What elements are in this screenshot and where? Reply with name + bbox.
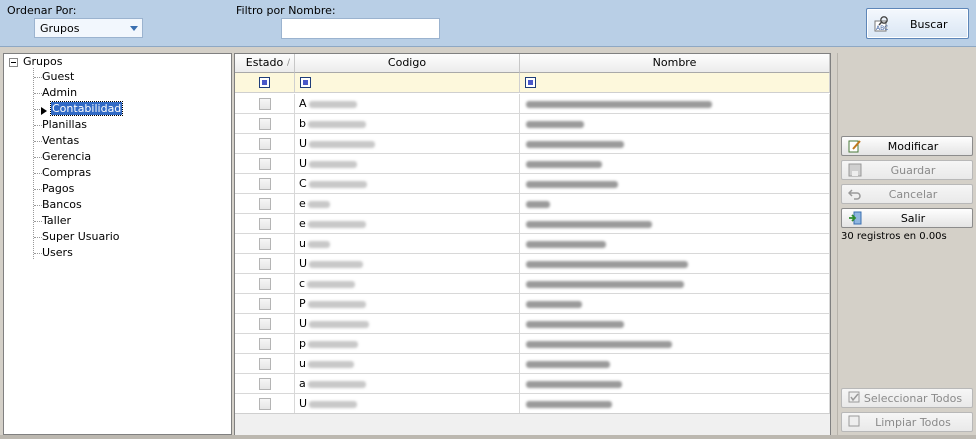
nombre-cell	[520, 314, 830, 333]
table-row[interactable]	[235, 154, 830, 174]
redacted-text	[309, 401, 357, 408]
filter-codigo-checkbox[interactable]	[300, 77, 311, 88]
codigo-cell	[295, 314, 520, 333]
filter-nombre-checkbox[interactable]	[525, 77, 536, 88]
actions-panel	[837, 53, 976, 435]
redacted-text	[526, 381, 622, 388]
estado-checkbox[interactable]	[259, 118, 271, 130]
estado-checkbox[interactable]	[259, 318, 271, 330]
nombre-cell	[520, 274, 830, 293]
table-row[interactable]	[235, 194, 830, 214]
nombre-cell	[520, 134, 830, 153]
nombre-cell	[520, 194, 830, 213]
nombre-cell	[520, 254, 830, 273]
nombre-cell	[520, 214, 830, 233]
estado-checkbox[interactable]	[259, 378, 271, 390]
codigo-cell	[295, 374, 520, 393]
codigo-cell	[295, 234, 520, 253]
codigo-cell	[295, 134, 520, 153]
redacted-text	[308, 241, 330, 248]
tree-root-groups[interactable]: Grupos	[23, 55, 63, 68]
estado-cell	[235, 154, 295, 173]
column-header-codigo[interactable]: Codigo	[295, 54, 520, 73]
order-by-dropdown[interactable]	[34, 18, 143, 38]
table-row[interactable]	[235, 334, 830, 354]
collapse-icon[interactable]	[9, 58, 18, 67]
redacted-text	[526, 181, 618, 188]
estado-cell	[235, 314, 295, 333]
filter-toolbar	[0, 0, 976, 47]
current-row-pointer-icon	[41, 107, 47, 115]
estado-checkbox[interactable]	[259, 398, 271, 410]
estado-checkbox[interactable]	[259, 298, 271, 310]
modify-button[interactable]: Modificar	[841, 136, 973, 156]
codigo-text: b	[299, 117, 306, 130]
nombre-cell	[520, 94, 830, 113]
redacted-text	[309, 101, 357, 108]
exit-button[interactable]: Salir	[841, 208, 973, 228]
estado-checkbox[interactable]	[259, 258, 271, 270]
redacted-text	[309, 141, 375, 148]
table-row[interactable]	[235, 234, 830, 254]
order-by-label: Ordenar Por:	[7, 4, 77, 17]
redacted-text	[308, 341, 358, 348]
nombre-cell	[520, 294, 830, 313]
table-row[interactable]	[235, 174, 830, 194]
table-row[interactable]	[235, 354, 830, 374]
tree-connector	[34, 189, 42, 190]
estado-cell	[235, 274, 295, 293]
estado-cell	[235, 254, 295, 273]
codigo-text: U	[299, 257, 308, 270]
codigo-cell	[295, 394, 520, 413]
redacted-text	[308, 381, 366, 388]
nombre-cell	[520, 354, 830, 373]
estado-checkbox[interactable]	[259, 238, 271, 250]
codigo-text: e	[299, 197, 306, 210]
codigo-text: P	[299, 297, 306, 310]
records-grid[interactable]	[234, 53, 831, 435]
tree-connector	[34, 141, 42, 142]
redacted-text	[308, 301, 366, 308]
status-strip	[0, 435, 976, 439]
redacted-text	[526, 161, 602, 168]
estado-cell	[235, 334, 295, 353]
table-row[interactable]	[235, 114, 830, 134]
estado-checkbox[interactable]	[259, 198, 271, 210]
order-by-value: Grupos	[40, 22, 80, 35]
estado-checkbox[interactable]	[259, 338, 271, 350]
estado-checkbox[interactable]	[259, 358, 271, 370]
nombre-cell	[520, 234, 830, 253]
tree-item[interactable]: Super Usuario	[42, 230, 120, 243]
redacted-text	[309, 261, 363, 268]
codigo-text: U	[299, 397, 308, 410]
tree-item[interactable]: Contabilidad	[52, 102, 122, 115]
column-header-nombre[interactable]: Nombre	[520, 54, 830, 73]
table-row[interactable]	[235, 214, 830, 234]
redacted-text	[526, 301, 582, 308]
tree-item[interactable]: Guest	[42, 70, 75, 83]
save-button[interactable]: Guardar	[841, 160, 973, 180]
redacted-text	[526, 261, 688, 268]
estado-cell	[235, 394, 295, 413]
tree-connector	[34, 237, 42, 238]
redacted-text	[526, 141, 624, 148]
redacted-text	[526, 101, 712, 108]
estado-checkbox[interactable]	[259, 158, 271, 170]
estado-cell	[235, 114, 295, 133]
redacted-text	[309, 181, 367, 188]
redacted-text	[309, 321, 369, 328]
codigo-cell	[295, 334, 520, 353]
tree-item[interactable]: Gerencia	[42, 150, 92, 163]
tree-connector	[34, 93, 42, 94]
nombre-cell	[520, 114, 830, 133]
redacted-text	[308, 221, 366, 228]
redacted-text	[308, 201, 330, 208]
clear-all-button[interactable]: Limpiar Todos	[841, 412, 973, 432]
tree-connector	[34, 221, 42, 222]
estado-checkbox[interactable]	[259, 178, 271, 190]
filter-row	[235, 73, 830, 93]
tree-connector	[34, 253, 42, 254]
table-row[interactable]	[235, 374, 830, 394]
redacted-text	[526, 281, 684, 288]
codigo-cell	[295, 154, 520, 173]
tree-item[interactable]: Bancos	[42, 198, 82, 211]
codigo-text: a	[299, 377, 306, 390]
redacted-text	[526, 401, 612, 408]
grid-empty-area	[235, 413, 830, 435]
nombre-cell	[520, 394, 830, 413]
estado-cell	[235, 374, 295, 393]
search-button[interactable]	[866, 8, 969, 39]
codigo-cell	[295, 294, 520, 313]
redacted-text	[526, 201, 550, 208]
codigo-text: c	[299, 277, 306, 290]
redacted-text	[526, 361, 610, 368]
name-filter-input[interactable]	[281, 18, 440, 39]
table-row[interactable]	[235, 254, 830, 274]
codigo-text: U	[299, 317, 308, 330]
nombre-cell	[520, 374, 830, 393]
search-icon	[873, 15, 891, 33]
chevron-down-icon[interactable]	[130, 26, 138, 31]
estado-checkbox[interactable]	[259, 98, 271, 110]
redacted-text	[308, 121, 366, 128]
redacted-text	[526, 321, 624, 328]
estado-cell	[235, 194, 295, 213]
tree-item[interactable]: Pagos	[42, 182, 75, 195]
estado-checkbox[interactable]	[259, 218, 271, 230]
codigo-text: A	[299, 97, 307, 110]
tree-connector	[33, 68, 34, 259]
codigo-cell	[295, 174, 520, 193]
codigo-text: U	[299, 137, 308, 150]
table-row[interactable]	[235, 94, 830, 114]
redacted-text	[307, 281, 355, 288]
filter-estado-checkbox[interactable]	[259, 77, 270, 88]
cancel-button[interactable]: Cancelar	[841, 184, 973, 204]
codigo-cell	[295, 114, 520, 133]
tree-connector	[34, 125, 42, 126]
nombre-cell	[520, 174, 830, 193]
estado-cell	[235, 94, 295, 113]
tree-connector	[34, 77, 42, 78]
codigo-text: u	[299, 237, 306, 250]
redacted-text	[308, 361, 354, 368]
records-status: 30 registros en 0.00s	[841, 231, 947, 242]
estado-cell	[235, 294, 295, 313]
column-header-estado[interactable]: Estado /	[235, 54, 295, 73]
codigo-cell	[295, 274, 520, 293]
codigo-cell	[295, 214, 520, 233]
groups-tree[interactable]	[3, 53, 232, 435]
redacted-text	[526, 241, 606, 248]
codigo-cell	[295, 94, 520, 113]
tree-item[interactable]: Compras	[42, 166, 92, 179]
tree-connector	[34, 173, 42, 174]
tree-item[interactable]: Taller	[42, 214, 72, 227]
table-row[interactable]	[235, 274, 830, 294]
nombre-cell	[520, 154, 830, 173]
name-filter-label: Filtro por Nombre:	[236, 4, 336, 17]
tree-item[interactable]: Admin	[42, 86, 78, 99]
codigo-text: e	[299, 217, 306, 230]
codigo-text: C	[299, 177, 307, 190]
tree-item[interactable]: Ventas	[42, 134, 80, 147]
redacted-text	[526, 121, 584, 128]
tree-item[interactable]: Users	[42, 246, 73, 259]
table-row[interactable]	[235, 134, 830, 154]
table-row[interactable]	[235, 314, 830, 334]
codigo-text: u	[299, 357, 306, 370]
codigo-cell	[295, 254, 520, 273]
sort-icon[interactable]: /	[286, 58, 290, 68]
estado-cell	[235, 174, 295, 193]
redacted-text	[526, 221, 652, 228]
estado-cell	[235, 134, 295, 153]
redacted-text	[526, 341, 672, 348]
search-button-label: Buscar	[910, 18, 948, 31]
select-all-button[interactable]: Seleccionar Todos	[841, 388, 973, 408]
estado-checkbox[interactable]	[259, 138, 271, 150]
codigo-cell	[295, 354, 520, 373]
svg-text:ABC: ABC	[876, 25, 889, 32]
codigo-text: U	[299, 157, 308, 170]
redacted-text	[309, 161, 357, 168]
estado-cell	[235, 234, 295, 253]
nombre-cell	[520, 334, 830, 353]
tree-connector	[34, 205, 42, 206]
codigo-text: p	[299, 337, 306, 350]
estado-cell	[235, 354, 295, 373]
tree-item[interactable]: Planillas	[42, 118, 88, 131]
estado-cell	[235, 214, 295, 233]
table-row[interactable]	[235, 394, 830, 414]
table-row[interactable]	[235, 294, 830, 314]
codigo-cell	[295, 194, 520, 213]
tree-connector	[34, 157, 42, 158]
estado-checkbox[interactable]	[259, 278, 271, 290]
